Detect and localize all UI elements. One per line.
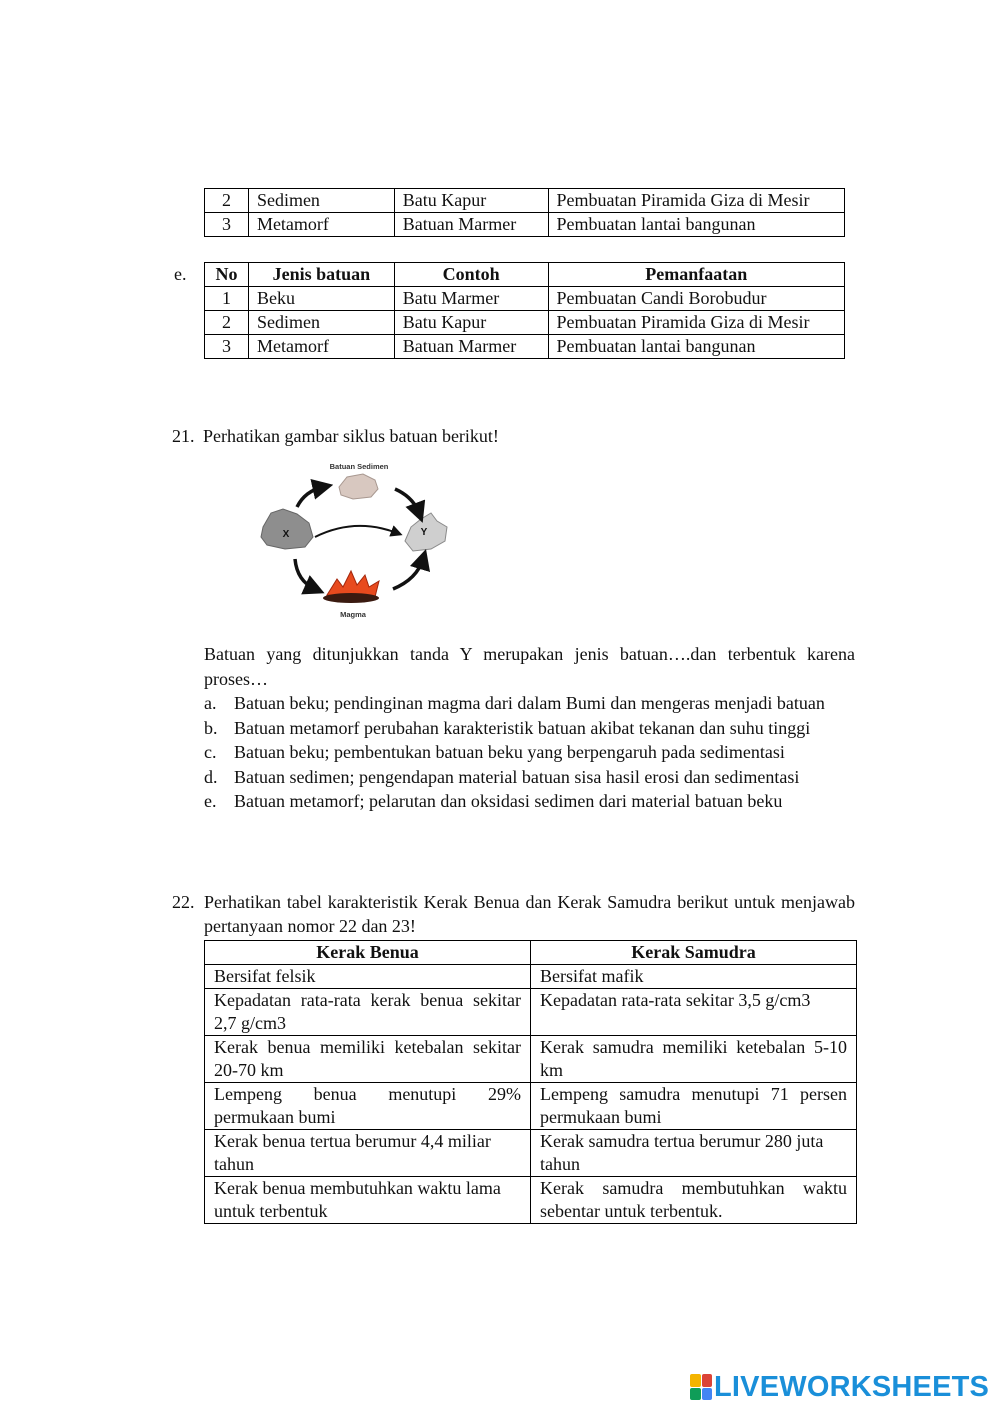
header-kerak-samudra: Kerak Samudra [531, 941, 857, 965]
label-batuan-sedimen: Batuan Sedimen [329, 462, 389, 471]
cell-no: 3 [205, 335, 249, 359]
cell-kerak-samudra: Kepadatan rata-rata sekitar 3,5 g/cm3 [531, 989, 857, 1036]
cell-kerak-benua: Kerak benua membutuhkan waktu lama untuk terbentuk [205, 1177, 531, 1224]
option-letter: e. [204, 791, 217, 811]
cell-no: 1 [205, 287, 249, 311]
option-letter: b. [204, 717, 218, 738]
question-22-heading [172, 890, 855, 938]
cell-no: 2 [205, 189, 249, 213]
brand-text: LIVEWORKSHEETS [714, 1370, 990, 1403]
cell-kerak-benua: Lempeng benua menutupi 29% permukaan bumi [205, 1083, 531, 1130]
table-row [205, 1036, 857, 1083]
table-row [205, 1130, 857, 1177]
cell-kerak-samudra: Lempeng samudra menutupi 71 persen permukaan bumi [531, 1083, 857, 1130]
option-letter: a. [204, 693, 217, 713]
logo-square [702, 1374, 713, 1387]
table-row [205, 965, 857, 989]
cell-contoh: Batu Marmer [394, 287, 548, 311]
header-contoh: Contoh [394, 263, 548, 287]
label-x: X [282, 529, 290, 540]
cell-contoh: Batu Kapur [394, 311, 548, 335]
cell-no: 3 [205, 213, 249, 237]
liveworksheets-brand[interactable] [690, 1372, 989, 1402]
answer-option-d[interactable] [204, 765, 855, 790]
header-kerak-benua: Kerak Benua [205, 941, 531, 965]
cell-kerak-benua: Kepadatan rata-rata kerak benua sekitar 2,7 g/cm3 [205, 989, 531, 1036]
cell-pemanfaatan: Pembuatan lantai bangunan [548, 213, 844, 237]
cell-jenis: Sedimen [248, 311, 394, 335]
question-21-heading [172, 424, 862, 448]
arrow-x-to-y [315, 526, 397, 537]
cell-pemanfaatan: Pembuatan Piramida Giza di Mesir [548, 189, 844, 213]
table-row [205, 189, 845, 213]
option-letter: d. [204, 766, 218, 787]
option-text: Batuan beku; pembentukan batuan beku yang berpengaruh pada sedimentasi [234, 742, 785, 762]
table-row [205, 1083, 857, 1130]
answer-option-c[interactable] [204, 740, 855, 765]
logo-square [702, 1388, 713, 1401]
cell-kerak-samudra: Kerak samudra memiliki ketebalan 5-10 km [531, 1036, 857, 1083]
question-number: 21. [172, 426, 195, 446]
header-no: No [205, 263, 249, 287]
option-text: Batuan metamorf perubahan karakteristik batuan akibat tekanan dan suhu tinggi [234, 717, 811, 738]
cell-pemanfaatan: Pembuatan Piramida Giza di Mesir [548, 311, 844, 335]
crust-comparison-table [204, 940, 857, 1224]
arrow-x-to-magma [295, 559, 315, 589]
table-row [205, 287, 845, 311]
question-prompt: Perhatikan gambar siklus batuan berikut! [203, 426, 499, 446]
question-prompt: Perhatikan tabel karakteristik Kerak Benua dan Kerak Samudra berikut untuk menjawab pertanyaan nomor 22 dan 23! [204, 892, 855, 936]
option-text: Batuan sedimen; pengendapan material batuan sisa hasil erosi dan sedimentasi [234, 766, 800, 787]
label-magma: Magma [340, 610, 366, 619]
magma-base-image [323, 593, 379, 603]
cell-contoh: Batuan Marmer [394, 213, 548, 237]
option-text: Batuan beku; pendinginan magma dari dalam Bumi dan mengeras menjadi batuan [234, 693, 825, 713]
cell-kerak-samudra: Bersifat mafik [531, 965, 857, 989]
option-d-table-continuation [204, 188, 845, 237]
cell-kerak-samudra: Kerak samudra tertua berumur 280 juta tahun [531, 1130, 857, 1177]
table-header-row [205, 263, 845, 287]
cell-kerak-benua: Bersifat felsik [205, 965, 531, 989]
answer-option-a[interactable] [204, 691, 855, 716]
question-21-body [204, 642, 855, 814]
label-y: Y [420, 527, 428, 538]
arrow-x-to-sedimen [297, 487, 323, 507]
answer-option-e[interactable] [204, 789, 855, 814]
cell-contoh: Batuan Marmer [394, 335, 548, 359]
logo-square [690, 1374, 701, 1387]
table-row [205, 311, 845, 335]
cell-no: 2 [205, 311, 249, 335]
cell-pemanfaatan: Pembuatan Candi Borobudur [548, 287, 844, 311]
cell-kerak-benua: Kerak benua memiliki ketebalan sekitar 20-70 km [205, 1036, 531, 1083]
table-row [205, 989, 857, 1036]
header-jenis: Jenis batuan [248, 263, 394, 287]
rock-cycle-diagram [255, 457, 455, 622]
option-text: Batuan metamorf; pelarutan dan oksidasi sedimen dari material batuan beku [234, 791, 783, 811]
answer-options [204, 691, 855, 814]
option-e-label[interactable]: e. [174, 264, 187, 284]
question-number: 22. [172, 892, 195, 912]
answer-option-b[interactable] [204, 716, 855, 741]
table-row [205, 335, 845, 359]
cell-kerak-samudra: Kerak samudra membutuhkan waktu sebentar untuk terbentuk. [531, 1177, 857, 1224]
logo-square [690, 1388, 701, 1401]
sedimentary-rock-image [339, 474, 378, 499]
cell-kerak-benua: Kerak benua tertua berumur 4,4 miliar tahun [205, 1130, 531, 1177]
arrow-magma-to-y [393, 559, 423, 589]
liveworksheets-logo-icon [690, 1374, 712, 1400]
cell-jenis: Beku [248, 287, 394, 311]
cell-pemanfaatan: Pembuatan lantai bangunan [548, 335, 844, 359]
arrow-sedimen-to-y [395, 489, 419, 513]
cell-contoh: Batu Kapur [394, 189, 548, 213]
question-text: Batuan yang ditunjukkan tanda Y merupakan jenis batuan….dan terbentuk karena proses… [204, 644, 855, 689]
option-e-table [204, 262, 845, 359]
table-header-row [205, 941, 857, 965]
cell-jenis: Sedimen [248, 189, 394, 213]
header-pemanfaatan: Pemanfaatan [548, 263, 844, 287]
cell-jenis: Metamorf [248, 213, 394, 237]
table-row [205, 213, 845, 237]
cell-jenis: Metamorf [248, 335, 394, 359]
table-row [205, 1177, 857, 1224]
option-letter: c. [204, 742, 217, 762]
